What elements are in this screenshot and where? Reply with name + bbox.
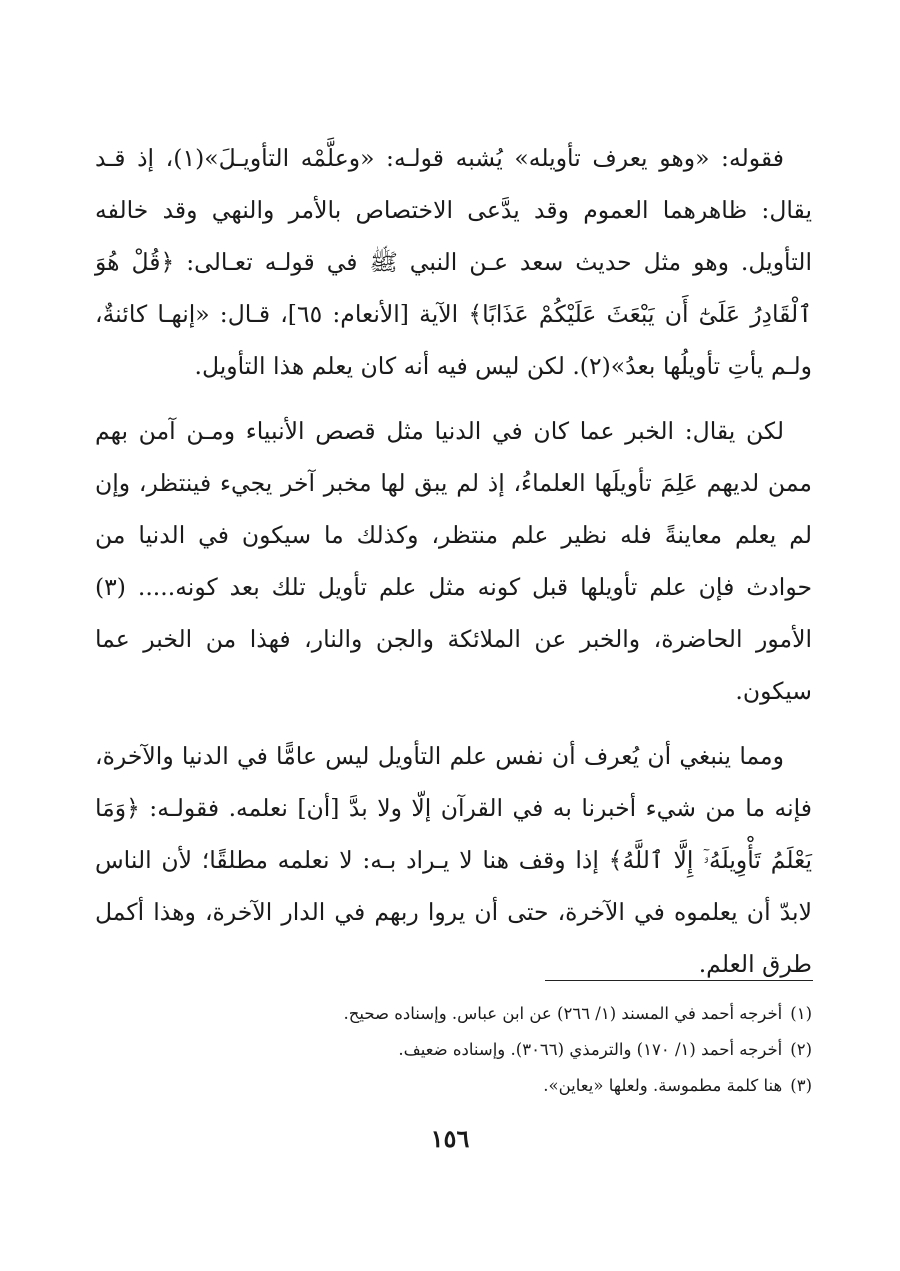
paragraph-1-text: فقوله: «وهو يعرف تأويله» يُشبه قولـه: «وعلَّمْه التأويـلَ»(١)، إذ قـد يقال: ظاهرهما العموم وقد يدَّعى الاختصاص بالأمر والنهي وقد خالفه التأويل. وهو مثل حديث سعد عـن النبي ﷺ في قولـه تعـالى: ﴿قُلْ هُوَ ٱلْقَادِرُ عَلَىٰٓ أَن يَبْعَثَ عَلَيْكُمْ عَذَابًا﴾ الآية [الأنعام: ٦٥]، قـال: «إنهـا كائنةٌ، ولـم يأتِ تأويلُها بعدُ»(٢). لكن ليس فيه أنه كان يعلم هذا التأويل. bbox=[95, 144, 812, 380]
footnote-number: (٣) bbox=[790, 1076, 812, 1095]
footnote-text: هنا كلمة مطموسة. ولعلها «يعاين». bbox=[543, 1076, 783, 1095]
paragraph-3 bbox=[95, 730, 812, 990]
footnote-text: أخرجه أحمد في المسند (١/ ٢٦٦) عن ابن عباس. وإسناده صحيح. bbox=[343, 1004, 783, 1023]
paragraph-3-text: ومما ينبغي أن يُعرف أن نفس علم التأويل ليس عامًّا في الدنيا والآخرة، فإنه ما من شيء أخبرنا به في القرآن إلّا ولا بدَّ [أن] نعلمه. فقولـه: ﴿وَمَا يَعْلَمُ تَأْوِيلَهُۥٓ إِلَّا ٱللَّهُ﴾ إذا وقف هنا لا يـراد بـه: لا نعلمه مطلقًا؛ لأن الناس لابدّ أن يعلموه في الآخرة، حتى أن يروا ربهم في الدار الآخرة، وهذا أكمل طرق العلم. bbox=[95, 742, 812, 978]
main-text bbox=[95, 132, 812, 1003]
paragraph-1 bbox=[95, 132, 812, 392]
paragraph-2-text: لكن يقال: الخبر عما كان في الدنيا مثل قصص الأنبياء ومـن آمن بهم ممن لديهم عَلِمَ تأويلَها العلماءُ، إذ لم يبق لها مخبر آخر يجيء فينتظر، وإن لم يعلم معاينةً فله نظير علم منتظر، وكذلك ما سيكون في الدنيا من حوادث فإن علم تأويلها قبل كونه مثل علم تأويل تلك بعد كونه..... (٣) الأمور الحاضرة، والخبر عن الملائكة والجن والنار، فهذا من الخبر عما سيكون. bbox=[95, 417, 812, 705]
footnote-2 bbox=[95, 1032, 812, 1068]
paragraph-2 bbox=[95, 405, 812, 717]
footnotes bbox=[95, 996, 812, 1104]
footnote-1 bbox=[95, 996, 812, 1032]
footnote-text: أخرجه أحمد (١/ ١٧٠) والترمذي (٣٠٦٦). وإسناده ضعيف. bbox=[398, 1040, 783, 1059]
footnote-number: (٢) bbox=[790, 1040, 812, 1059]
footnote-separator bbox=[545, 980, 813, 981]
page-number: ١٥٦ bbox=[430, 1124, 470, 1153]
footnote-3 bbox=[95, 1068, 812, 1104]
footnote-number: (١) bbox=[790, 1004, 812, 1023]
